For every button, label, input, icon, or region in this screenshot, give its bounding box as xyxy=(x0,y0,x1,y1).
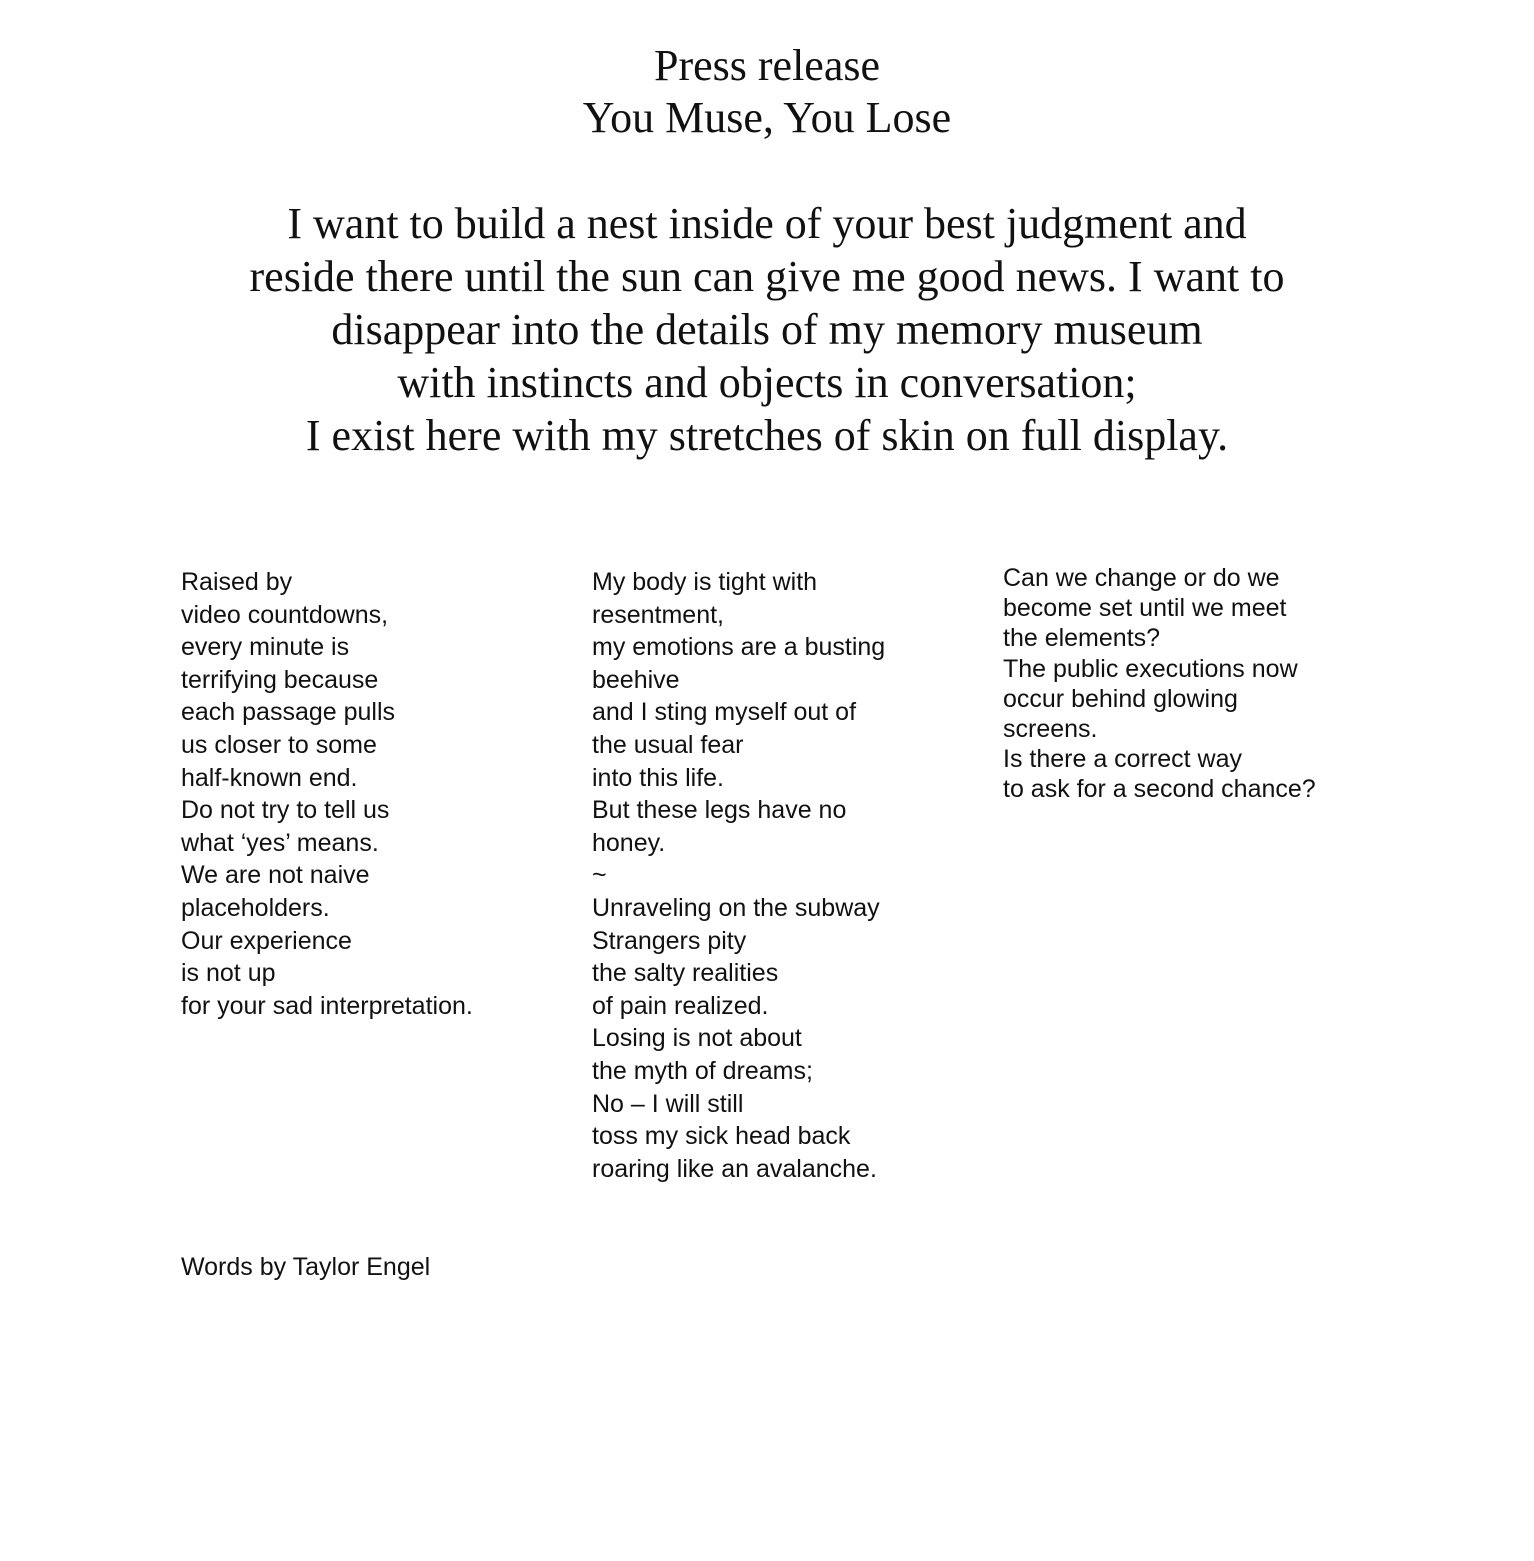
poem-line: Losing is not about xyxy=(592,1024,802,1053)
intro-line: I want to build a nest inside of your best judgment and xyxy=(287,199,1247,248)
poem-column-2 xyxy=(592,566,885,1185)
poem-line: My body is tight with xyxy=(592,568,818,596)
poem-line: us closer to some xyxy=(181,730,377,759)
press-release-title: You Muse, You Lose xyxy=(582,93,952,142)
author-credit: Words by Taylor Engel xyxy=(181,1253,431,1281)
poem-line: Unraveling on the subway xyxy=(592,893,880,922)
poem-line: and I sting myself out of xyxy=(592,698,857,727)
poem-line: screens. xyxy=(1003,715,1098,744)
poem-line: occur behind glowing xyxy=(1003,684,1238,713)
poem-line: the usual fear xyxy=(592,730,744,759)
intro-stanza xyxy=(0,197,1534,462)
intro-line: with instincts and objects in conversation; xyxy=(397,358,1137,407)
poem-line: what ‘yes’ means. xyxy=(181,828,379,857)
poem-line: the elements? xyxy=(1003,624,1161,653)
poem-line: the myth of dreams; xyxy=(592,1056,813,1085)
poem-line: half-known end. xyxy=(181,763,358,792)
poem-line: Our experience xyxy=(181,926,352,955)
poem-line: The public executions now xyxy=(1003,654,1298,683)
poem-line: No – I will still xyxy=(592,1089,744,1118)
poem-line: for your sad interpretation. xyxy=(181,991,473,1020)
poem-line: placeholders. xyxy=(181,893,330,922)
poem-line: each passage pulls xyxy=(181,698,396,727)
poem-line: into this life. xyxy=(592,763,725,792)
poem-line: Strangers pity xyxy=(592,926,747,955)
poem-line: of pain realized. xyxy=(592,991,769,1020)
poem-line: roaring like an avalanche. xyxy=(592,1154,877,1183)
poem-line: terrifying because xyxy=(181,665,379,694)
poem-line: the salty realities xyxy=(592,959,779,988)
poem-line: become set until we meet xyxy=(1003,594,1287,623)
poem-line: Is there a correct way xyxy=(1003,745,1242,774)
poem-line: to ask for a second chance? xyxy=(1003,775,1316,804)
stanza-divider: ~ xyxy=(592,861,607,890)
poem-line: beehive xyxy=(592,665,680,694)
poem-line: resentment, xyxy=(592,600,725,629)
poem-line: Do not try to tell us xyxy=(181,796,390,825)
poem-line: But these legs have no xyxy=(592,796,847,825)
intro-line: I exist here with my stretches of skin on full display. xyxy=(305,411,1229,460)
press-release-label: Press release xyxy=(653,41,880,90)
press-release-header xyxy=(0,40,1534,144)
poem-column-1 xyxy=(181,566,473,1022)
poem-line: video countdowns, xyxy=(181,600,389,629)
poem-column-3 xyxy=(1003,563,1316,805)
poem-line: toss my sick head back xyxy=(592,1122,851,1151)
poem-line: Raised by xyxy=(181,568,293,596)
poem-line: my emotions are a busting xyxy=(592,633,886,662)
poem-line: is not up xyxy=(181,959,276,988)
poem-line: We are not naive xyxy=(181,861,370,890)
intro-line: disappear into the details of my memory museum xyxy=(331,305,1203,354)
intro-line: reside there until the sun can give me good news. I want to xyxy=(249,252,1285,301)
poem-line: Can we change or do we xyxy=(1003,564,1280,592)
poem-line: every minute is xyxy=(181,633,350,662)
poem-line: honey. xyxy=(592,828,666,857)
